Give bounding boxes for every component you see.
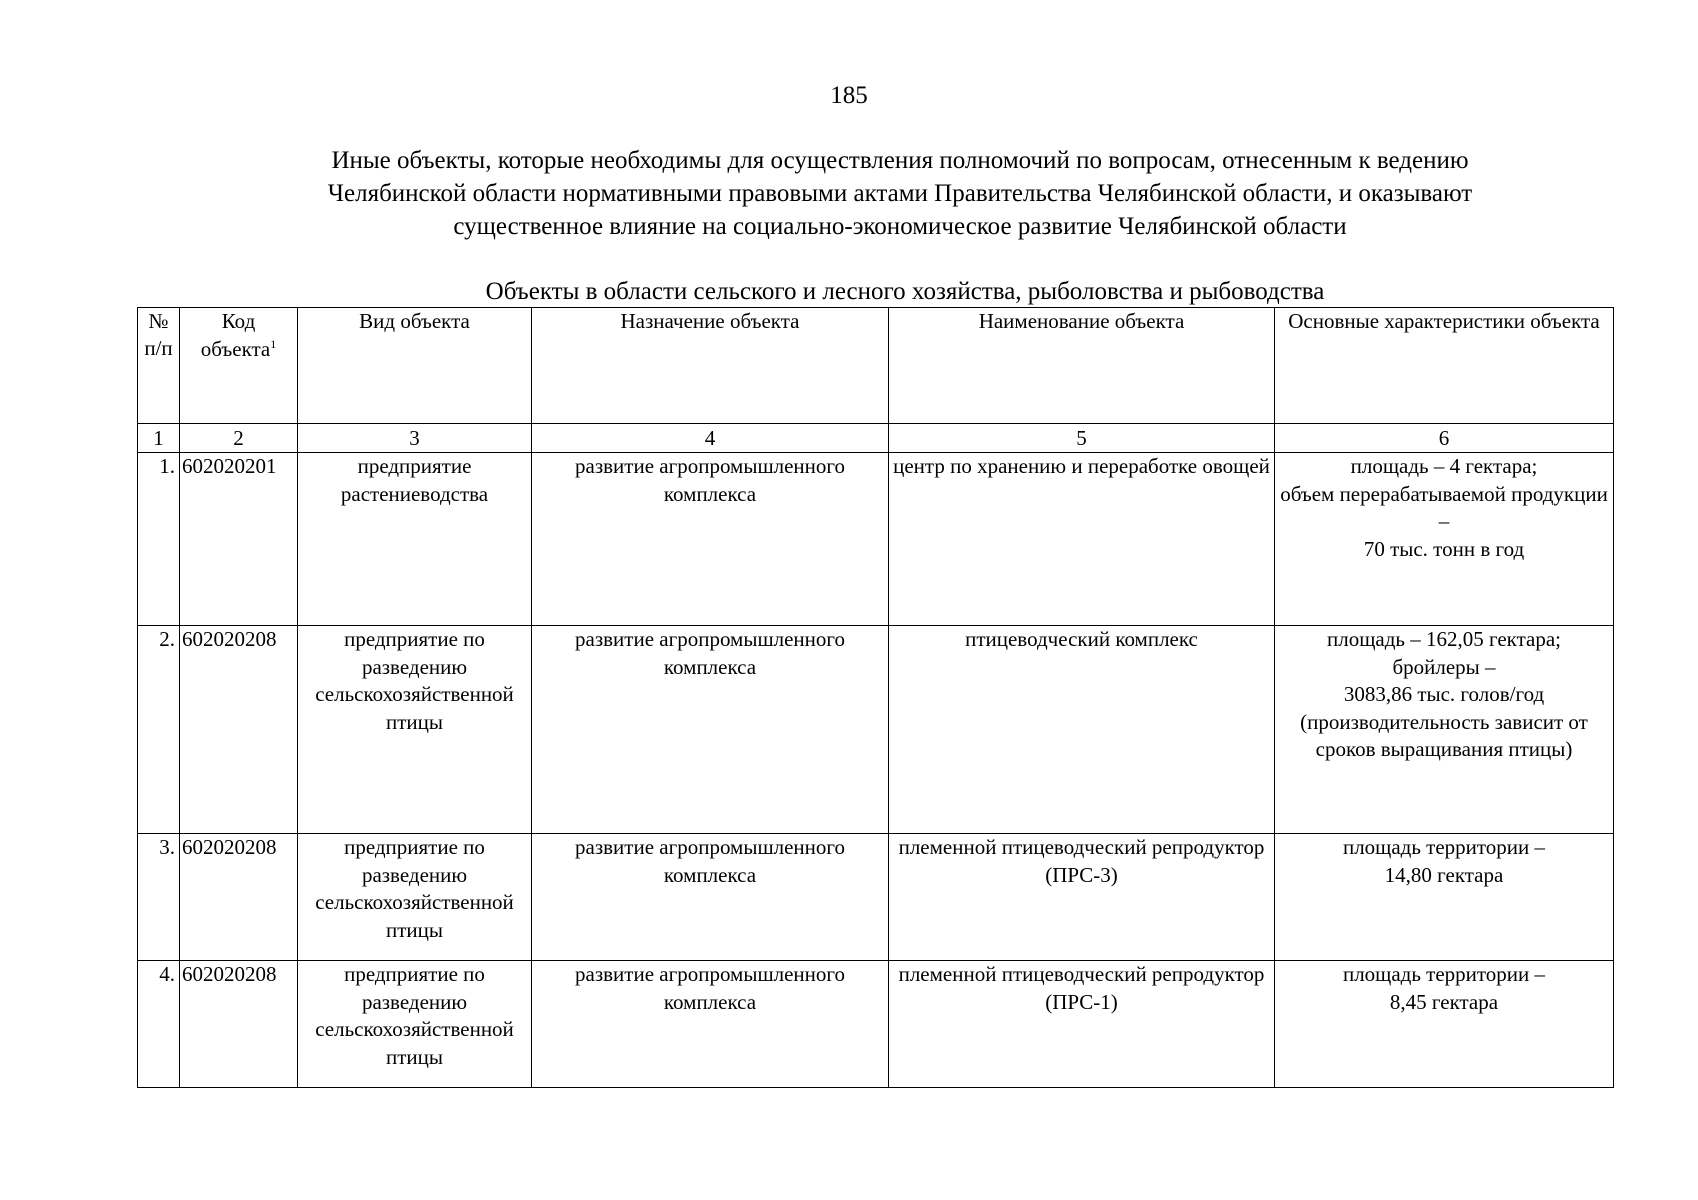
row-purpose: развитие агропромышленного комплекса xyxy=(532,961,889,1088)
row-code: 602020201 xyxy=(180,453,298,626)
table-row xyxy=(138,453,1614,626)
row-type: предприятие растениеводства xyxy=(298,453,532,626)
row-name: племенной птицеводческий репродуктор (ПРС-3) xyxy=(889,834,1275,961)
row-name: центр по хранению и переработке овощей xyxy=(889,453,1275,626)
footnote-mark: 1 xyxy=(270,336,277,351)
table-title: Объекты в области сельского и лесного хозяйства, рыболовства и рыбоводства xyxy=(485,278,1325,305)
table-row xyxy=(138,961,1614,1088)
row-code: 602020208 xyxy=(180,961,298,1088)
column-number: 3 xyxy=(298,424,532,453)
row-num: 3. xyxy=(138,834,180,961)
characteristic-line: (производительность зависит от xyxy=(1300,709,1588,734)
header-type: Вид объекта xyxy=(298,308,532,424)
row-num: 2. xyxy=(138,626,180,834)
characteristic-line: 8,45 гектара xyxy=(1389,989,1499,1014)
header-purpose: Назначение объекта xyxy=(532,308,889,424)
row-name: птицеводческий комплекс xyxy=(889,626,1275,834)
table-row xyxy=(138,626,1614,834)
title-line: Иные объекты, которые необходимы для осуществления полномочий по вопросам, отнесенным к ведению xyxy=(331,147,1469,174)
header-code-label: Код объекта xyxy=(200,309,271,361)
column-number: 5 xyxy=(889,424,1275,453)
row-name: племенной птицеводческий репродуктор (ПРС-1) xyxy=(889,961,1275,1088)
characteristic-line: бройлеры – xyxy=(1392,654,1496,679)
characteristic-line: площадь – 162,05 гектара; xyxy=(1327,627,1561,651)
row-type: предприятие по разведению сельскохозяйственной птицы xyxy=(298,961,532,1088)
title-line: Челябинской области нормативными правовыми актами Правительства Челябинской области, и оказывают xyxy=(327,180,1473,207)
row-characteristics xyxy=(1275,834,1614,961)
characteristic-line: сроков выращивания птицы) xyxy=(1315,737,1573,761)
characteristic-line: площадь – 4 гектара; xyxy=(1350,454,1538,478)
column-number: 4 xyxy=(532,424,889,453)
header-name: Наименование объекта xyxy=(889,308,1275,424)
characteristic-line: объем перерабатываемой продукции – xyxy=(1280,481,1608,533)
row-num: 4. xyxy=(138,961,180,1088)
characteristic-line: 3083,86 тыс. голов/год xyxy=(1343,682,1545,706)
table-header-row xyxy=(138,308,1614,424)
page-number: 185 xyxy=(830,82,868,109)
row-type: предприятие по разведению сельскохозяйственной птицы xyxy=(298,626,532,834)
row-type: предприятие по разведению сельскохозяйственной птицы xyxy=(298,834,532,961)
header-code xyxy=(180,308,298,424)
row-characteristics xyxy=(1275,961,1614,1088)
row-num: 1. xyxy=(138,453,180,626)
characteristic-line: 14,80 гектара xyxy=(1384,862,1504,887)
row-purpose: развитие агропромышленного комплекса xyxy=(532,626,889,834)
row-purpose: развитие агропромышленного комплекса xyxy=(532,453,889,626)
objects-table xyxy=(137,307,1614,1088)
column-number: 1 xyxy=(138,424,180,453)
row-code: 602020208 xyxy=(180,834,298,961)
column-number: 2 xyxy=(180,424,298,453)
title-line: существенное влияние на социально-экономическое развитие Челябинской области xyxy=(453,213,1347,240)
column-number-row xyxy=(138,424,1614,453)
column-number: 6 xyxy=(1275,424,1614,453)
table-row xyxy=(138,834,1614,961)
row-code: 602020208 xyxy=(180,626,298,834)
document-title xyxy=(190,144,1610,243)
row-characteristics xyxy=(1275,453,1614,626)
row-characteristics xyxy=(1275,626,1614,834)
characteristic-line: площадь территории – xyxy=(1342,962,1546,986)
row-purpose: развитие агропромышленного комплекса xyxy=(532,834,889,961)
header-num: № п/п xyxy=(138,308,180,424)
characteristic-line: площадь территории – xyxy=(1342,835,1546,859)
characteristic-line: 70 тыс. тонн в год xyxy=(1363,536,1525,561)
header-characteristics: Основные характеристики объекта xyxy=(1275,308,1614,424)
